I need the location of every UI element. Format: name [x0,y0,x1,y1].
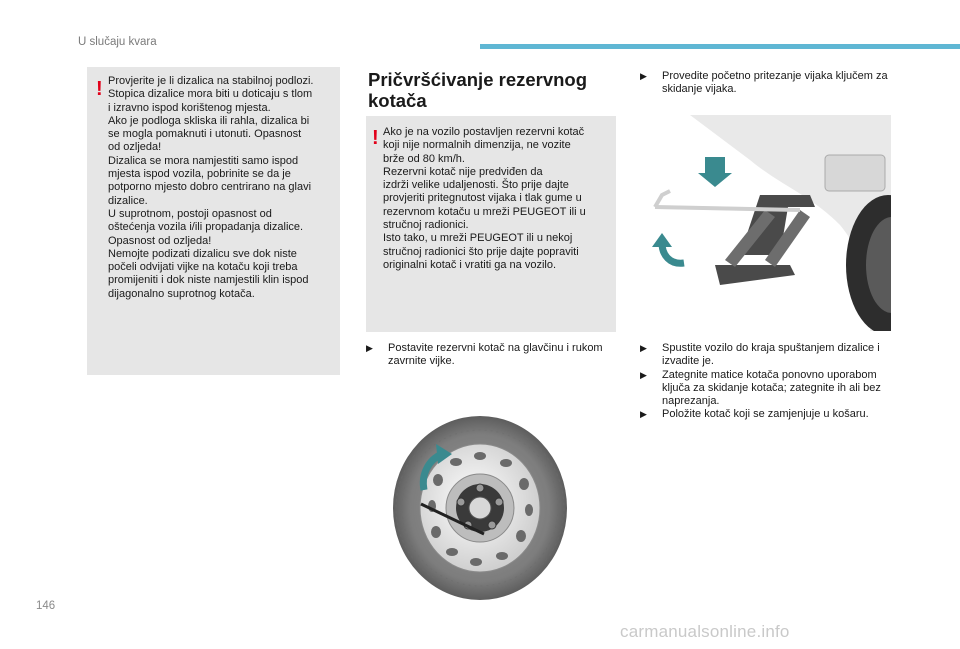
list-item [640,342,890,369]
list-item [366,342,616,369]
spare-wheel-drawing [366,380,616,600]
page-title: Pričvršćivanje rezervnog kotača [368,69,588,111]
exclamation-icon: ! [372,127,379,149]
tighten-steps-list [640,70,890,97]
step-text: Postavite rezervni kotač na glavčinu i rukom zavrnite vijke. [388,342,603,368]
arrow-bullet-icon: ▶ [640,71,647,81]
finish-steps-list [640,342,890,422]
spare-wheel-warning-text: Ako je na vozilo postavljen rezervni kotač koji nije normalnih dimenzija, ne vozite brže od 80 km/h. Rezervni kotač nije predviđen da izdrži velike udaljenosti. Što prije dajte provjeriti pritegnutost vijaka i tlak gume u rezervnom kotaču u mreži PEUGEOT ili u stručnoj radionici. Isto tako, u mreži PEUGEOT ili u nekoj stručnoj radionici što prije dajte popraviti originalni kotač i vratiti ga na vozilo. [383,126,586,271]
jack-warning-text: Provjerite je li dizalica na stabilnoj podlozi. Stopica dizalice mora biti u doticaju s tlom i izravno ispod korištenog mjesta. Ako je podloga skliska ili rahla, dizalica bi se mogla pomaknuti i utonuti. Opasnost od ozljeda! Dizalica se mora namjestiti samo ispod mjesta ispod vozila, pobrinite se da je potporno mjesto dobro centrirano na glavi dizalice. U suprotnom, postoji opasnost od oštećenja vozila i/ili propadanja dizalice. Opasnost od ozljeda! Nemojte podizati dizalicu sve dok niste počeli odvijati vijke na kotaču koji treba promijeniti i dok niste namjestili klin ispod dijagonalno suprotnog kotača. [108,75,314,300]
jack-warning-box [87,67,340,375]
wheel-illustration [366,380,616,600]
jack-illustration [640,115,891,331]
step-text: Provedite početno pritezanje vijaka ključem za skidanje vijaka. [662,70,888,96]
arrow-bullet-icon: ▶ [640,369,647,380]
mount-steps-list [366,342,616,369]
arrow-bullet-icon: ▶ [640,409,647,420]
arrow-bullet-icon: ▶ [366,343,373,353]
section-title: U slučaju kvara [78,36,157,48]
step-text: Zategnite matice kotača ponovno uporabom ključa za skidanje kotača; zategnite ih ali bez naprezanja. [662,368,881,408]
header-accent-bar [480,44,960,49]
watermark: carmanualsonline.info [620,622,790,641]
spare-wheel-warning-box [366,116,616,332]
arrow-bullet-icon: ▶ [640,343,647,353]
jack-drawing [640,115,891,331]
list-item [640,408,890,421]
exclamation-icon: ! [96,78,103,100]
step-text: Spustite vozilo do kraja spuštanjem dizalice i izvadite je. [662,342,880,368]
list-item [640,369,890,409]
step-text: Položite kotač koji se zamjenjuje u košaru. [662,408,869,421]
list-item [640,70,890,97]
page-number: 146 [36,600,56,612]
